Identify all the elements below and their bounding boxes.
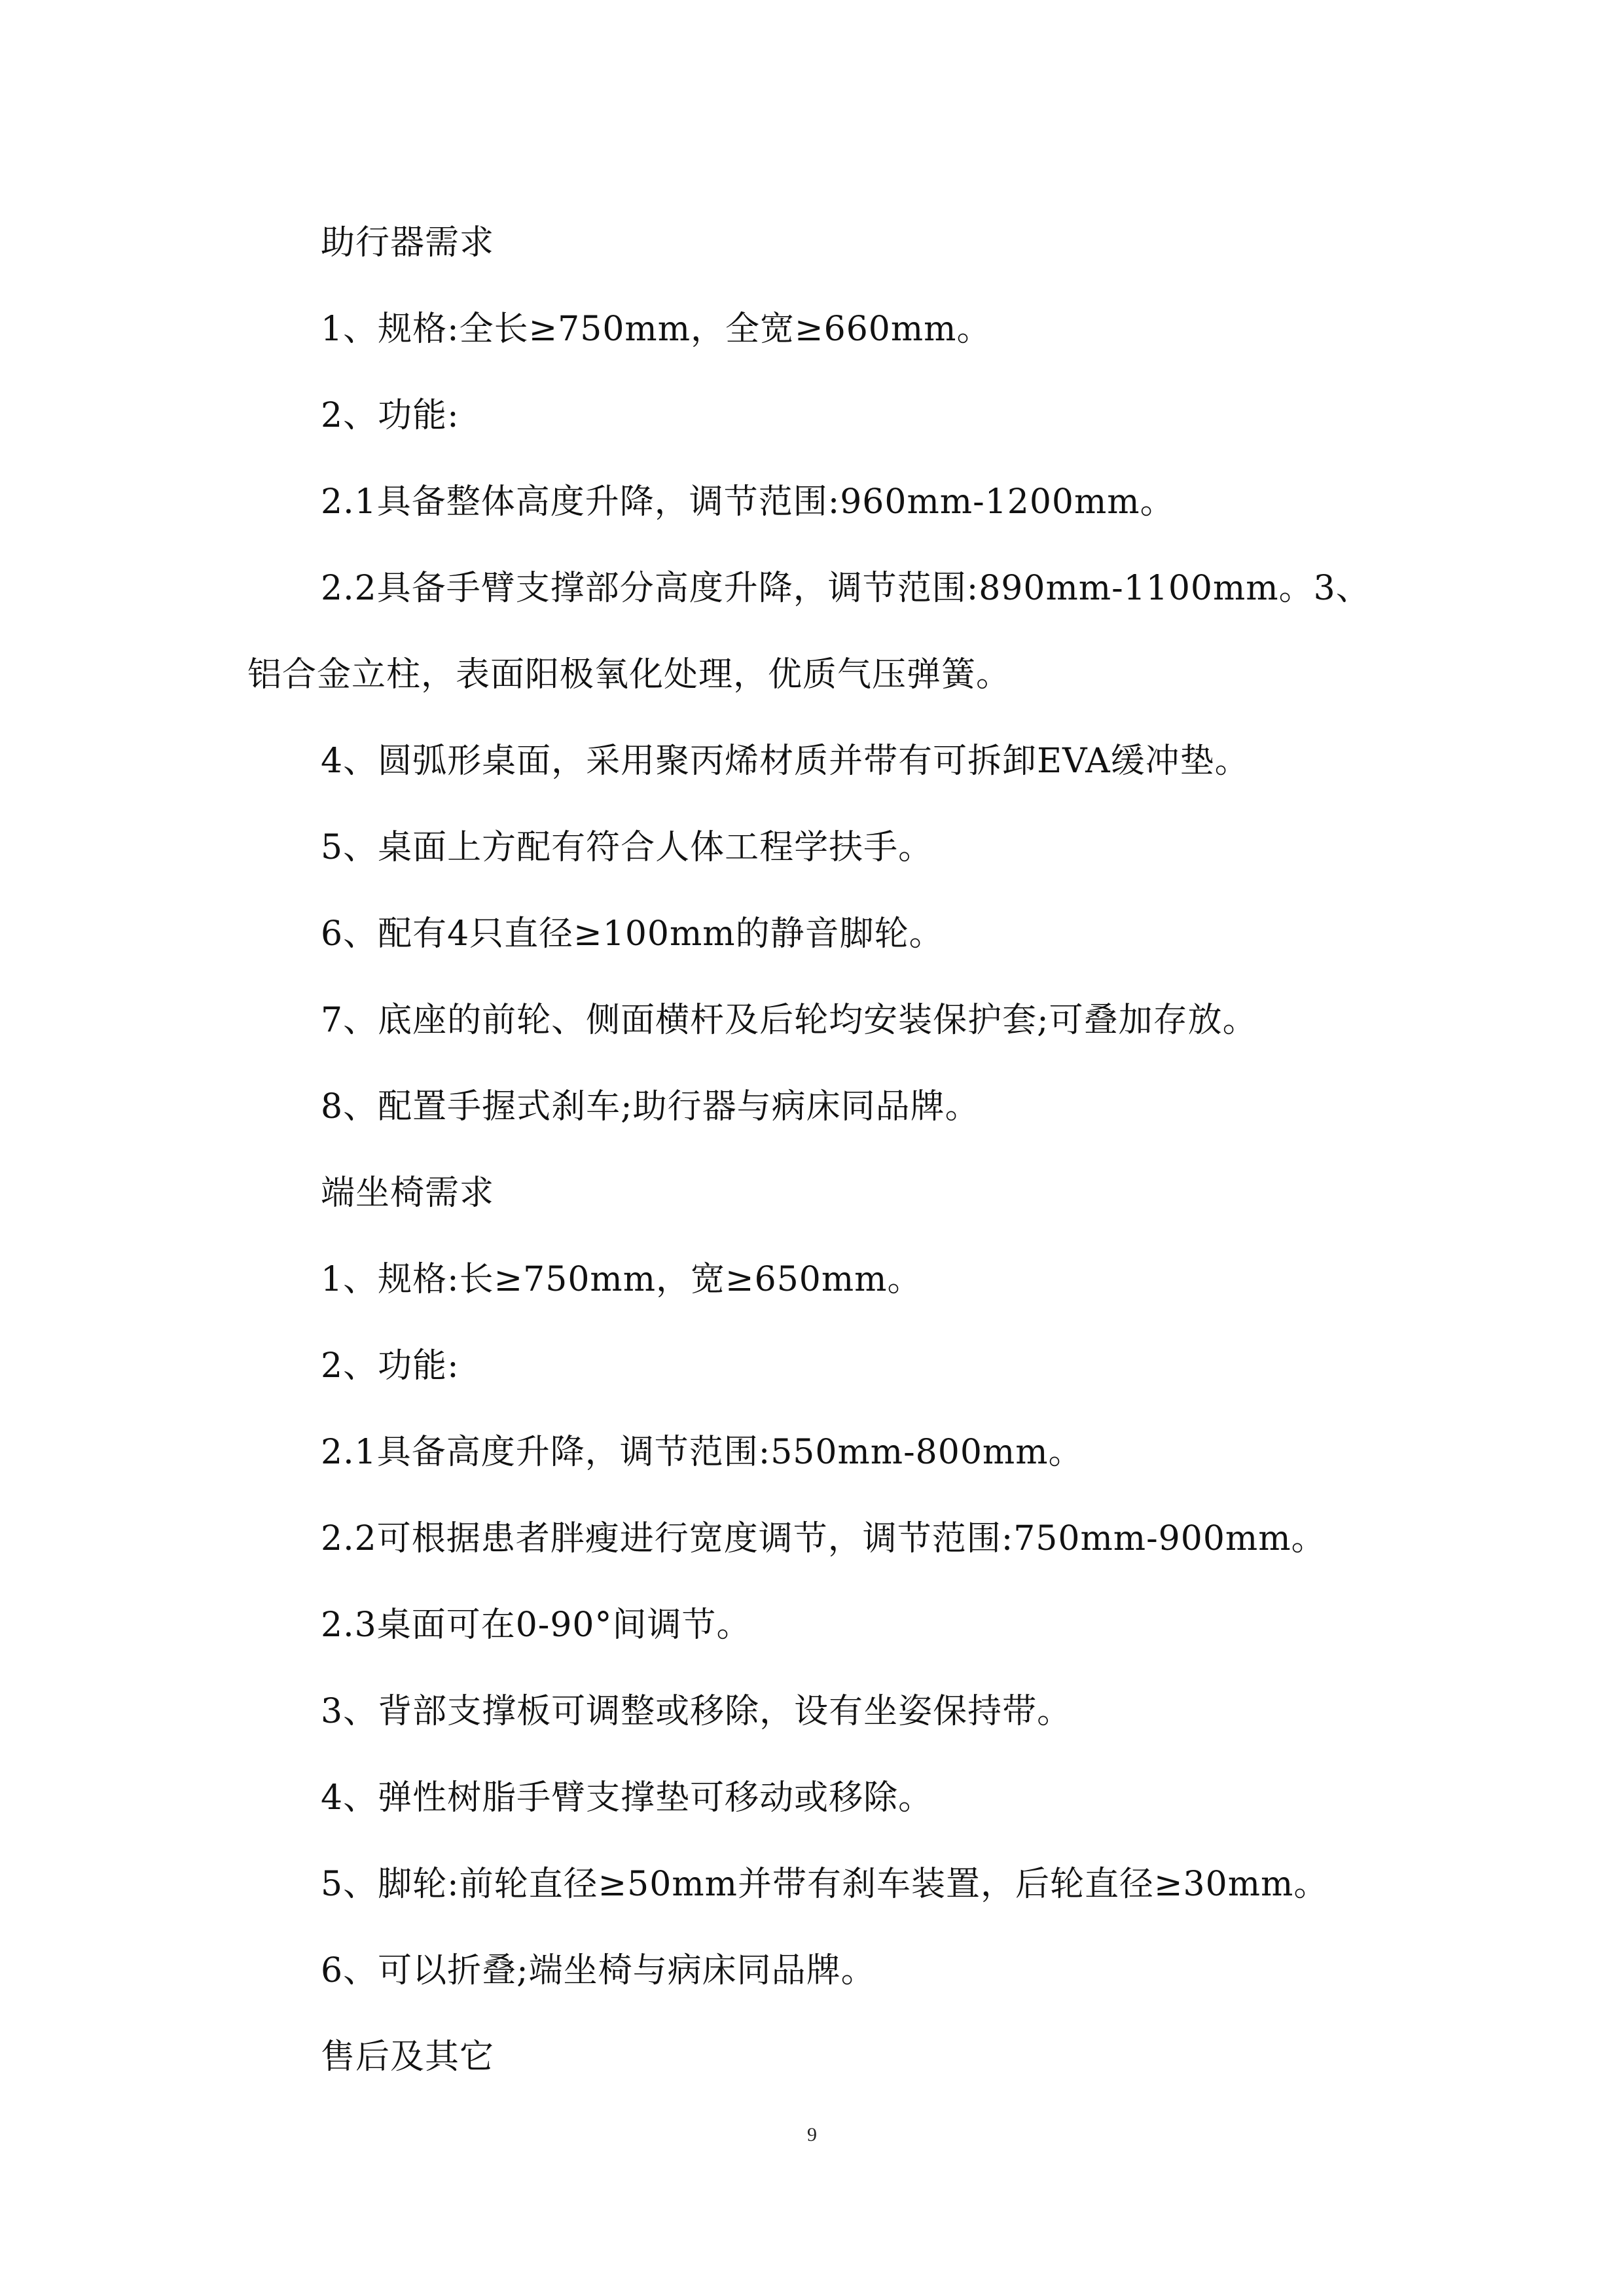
paragraph: 5、脚轮:前轮直径≥50mm并带有刹车装置，后轮直径≥30mm。 <box>321 1865 1329 1904</box>
paragraph: 2.1具备整体高度升降，调节范围:960mm-1200mm。 <box>321 482 1175 522</box>
paragraph: 2.3桌面可在0-90°间调节。 <box>321 1605 751 1645</box>
paragraph: 6、配有4只直径≥100mm的静音脚轮。 <box>321 914 944 954</box>
body-text <box>247 200 1380 2100</box>
paragraph: 2.1具备高度升降，调节范围:550mm-800mm。 <box>321 1433 1083 1472</box>
page-number: 9 <box>807 2124 817 2145</box>
paragraph: 3、背部支撑板可调整或移除，设有坐姿保持带。 <box>321 1692 1072 1731</box>
paragraph: 4、弹性树脂手臂支撑垫可移动或移除。 <box>321 1778 933 1818</box>
paragraph: 2.2可根据患者胖瘦进行宽度调节，调节范围:750mm-900mm。 <box>321 1519 1326 1558</box>
paragraph: 5、桌面上方配有符合人体工程学扶手。 <box>321 828 933 867</box>
paragraph: 8、配置手握式刹车;助行器与病床同品牌。 <box>321 1087 980 1126</box>
paragraph: 2.2具备手臂支撑部分高度升降，调节范围:890mm-1100mm。3、铝合金立柱，表面阳极氧化处理，优质气压弹簧。 <box>247 569 1371 694</box>
heading-after-sales: 售后及其它 <box>321 2037 495 2077</box>
paragraph: 1、规格:长≥750mm，宽≥650mm。 <box>321 1260 922 1299</box>
heading-chair-requirements: 端坐椅需求 <box>321 1174 495 1213</box>
heading-walker-requirements: 助行器需求 <box>321 223 495 262</box>
paragraph: 6、可以折叠;端坐椅与病床同品牌。 <box>321 1951 876 1990</box>
paragraph: 4、圆弧形桌面，采用聚丙烯材质并带有可拆卸EVA缓冲垫。 <box>321 742 1250 781</box>
paragraph: 2、功能: <box>321 396 460 435</box>
paragraph: 7、底座的前轮、侧面横杆及后轮均安装保护套;可叠加存放。 <box>321 1001 1257 1040</box>
paragraph: 1、规格:全长≥750mm，全宽≥660mm。 <box>321 310 992 349</box>
paragraph: 2、功能: <box>321 1346 460 1386</box>
